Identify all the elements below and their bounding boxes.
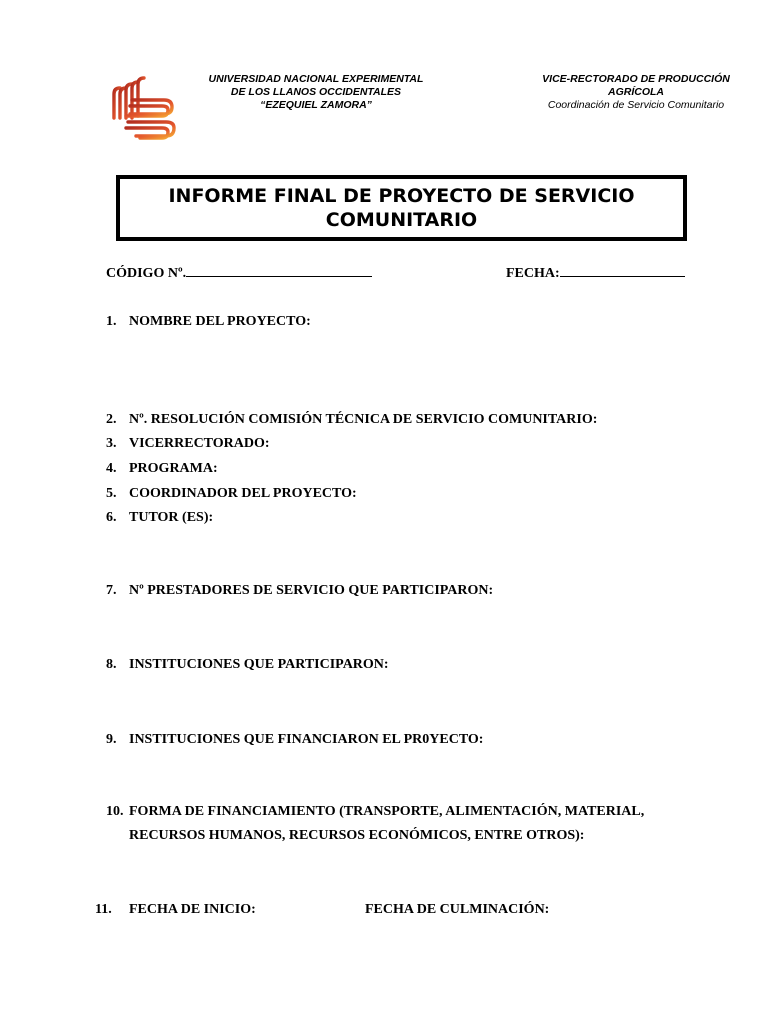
item-number: 4. bbox=[106, 461, 117, 476]
list-item-dates bbox=[95, 898, 595, 922]
item-label: PROGRAMA: bbox=[129, 461, 218, 476]
fecha-blank-line[interactable] bbox=[560, 264, 685, 277]
item-number: 2. bbox=[106, 412, 117, 427]
item-number: 10. bbox=[106, 804, 124, 819]
item-label: Nº. RESOLUCIÓN COMISIÓN TÉCNICA DE SERVICIO COMUNITARIO: bbox=[129, 412, 598, 427]
item-label: COORDINADOR DEL PROYECTO: bbox=[129, 486, 357, 501]
codigo-label: CÓDIGO Nº. bbox=[106, 266, 187, 281]
item-label: NOMBRE DEL PROYECTO: bbox=[129, 314, 311, 329]
item-label: VICERRECTORADO: bbox=[129, 436, 270, 451]
header-left-line-1: UNIVERSIDAD NACIONAL EXPERIMENTAL bbox=[208, 73, 424, 85]
document-title-box bbox=[116, 175, 687, 241]
item-label: TUTOR (ES): bbox=[129, 510, 214, 525]
fecha-label: FECHA: bbox=[506, 266, 560, 281]
fecha-inicio-label: FECHA DE INICIO: bbox=[129, 902, 256, 917]
item-label-line-1: FORMA DE FINANCIAMIENTO (TRANSPORTE, ALIMENTACIÓN, MATERIAL, bbox=[129, 804, 645, 819]
document-title-line-1: INFORME FINAL DE PROYECTO DE SERVICIO bbox=[168, 185, 635, 207]
fecha-culminacion-label: FECHA DE CULMINACIÓN: bbox=[365, 902, 550, 917]
item-number: 9. bbox=[106, 732, 117, 747]
item-label-line-2: RECURSOS HUMANOS, RECURSOS ECONÓMICOS, ENTRE OTROS): bbox=[129, 828, 585, 843]
header-vice-rectorado bbox=[538, 73, 734, 112]
item-number: 5. bbox=[106, 486, 117, 501]
item-number: 6. bbox=[106, 510, 117, 525]
header-right-line-2: AGRÍCOLA bbox=[608, 86, 664, 98]
university-logo-icon bbox=[106, 70, 182, 144]
header-university-name bbox=[196, 73, 436, 112]
header-left-line-3: “EZEQUIEL ZAMORA” bbox=[260, 99, 372, 111]
item-label: INSTITUCIONES QUE FINANCIARON EL PR0YECTO: bbox=[129, 732, 484, 747]
header-left-line-2: DE LOS LLANOS OCCIDENTALES bbox=[230, 86, 402, 98]
item-label: Nº PRESTADORES DE SERVICIO QUE PARTICIPARON: bbox=[129, 583, 494, 598]
document-title-line-2: COMUNITARIO bbox=[325, 209, 478, 231]
header-right-line-1: VICE-RECTORADO DE PRODUCCIÓN bbox=[542, 73, 730, 85]
item-number: 1. bbox=[106, 314, 117, 329]
codigo-blank-line[interactable] bbox=[186, 264, 372, 277]
item-number: 3. bbox=[106, 436, 117, 451]
item-number: 7. bbox=[106, 583, 117, 598]
fecha-field bbox=[506, 264, 685, 282]
item-number: 11. bbox=[95, 902, 112, 917]
header-right-line-3: Coordinación de Servicio Comunitario bbox=[547, 99, 725, 111]
codigo-field bbox=[106, 264, 372, 282]
item-label: INSTITUCIONES QUE PARTICIPARON: bbox=[129, 657, 389, 672]
item-number: 8. bbox=[106, 657, 117, 672]
